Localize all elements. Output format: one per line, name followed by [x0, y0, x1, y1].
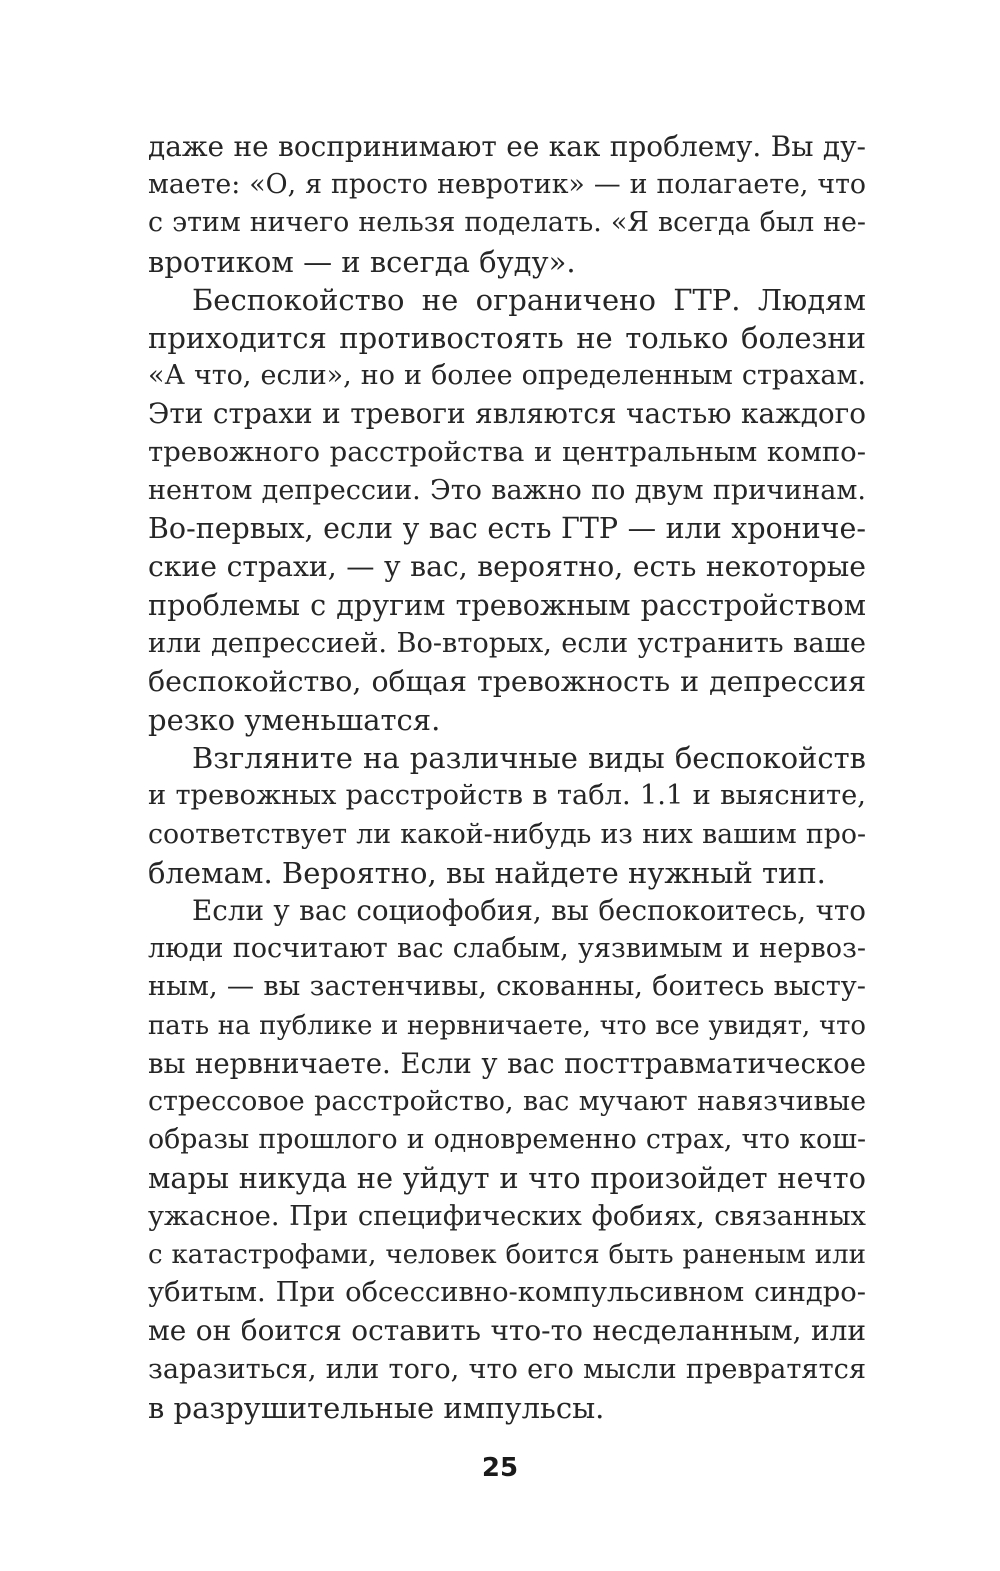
paragraph-4	[148, 892, 866, 1427]
text-line: Во-первых, если у вас есть ГТР — или хрониче-	[148, 512, 866, 546]
text-line: вротиком — и всегда буду».	[148, 244, 576, 279]
text-line: люди посчитают вас слабым, уязвимым и нервоз-	[148, 933, 866, 965]
text-line: приходится противостоять не только болезни	[148, 321, 866, 356]
text-line: ужасное. При специфических фобиях, связанных	[148, 1200, 866, 1232]
body-text	[148, 128, 866, 1427]
text-line: мары никуда не уйдут и что произойдет нечто	[148, 1161, 866, 1196]
text-line: Эти страхи и тревоги являются частью каждого	[148, 397, 866, 431]
text-line: нентом депрессии. Это важно по двум причинам.	[148, 474, 866, 506]
paragraph-3	[148, 739, 866, 892]
text-line: даже не воспринимают ее как проблему. Вы ду-	[148, 130, 866, 163]
text-line: и тревожных расстройств в табл. 1.1 и выясните,	[148, 780, 866, 812]
text-line: ме он боится оставить что-то несделанным, или	[148, 1314, 866, 1348]
text-line: или депрессией. Во-вторых, если устранить ваше	[148, 627, 866, 659]
text-line: образы прошлого и одновременно страх, что кош-	[148, 1124, 866, 1156]
text-line: «А что, если», но и более определенным страхам.	[148, 360, 866, 392]
text-line: ские страхи, — у вас, вероятно, есть некоторые	[148, 550, 866, 584]
page-number: 25	[481, 1453, 519, 1483]
text-line: соответствует ли какой-нибудь из них вашим про-	[148, 818, 866, 850]
text-line: беспокойство, общая тревожность и депрессия	[148, 664, 866, 698]
text-line: пать на публике и нервничаете, что все увидят, что	[148, 1010, 866, 1041]
text-line: резко уменьшатся.	[148, 703, 441, 738]
text-line: с катастрофами, человек боится быть раненым или	[148, 1239, 866, 1270]
text-line: стрессовое расстройство, вас мучают навязчивые	[148, 1086, 866, 1118]
paragraph-2	[148, 281, 866, 739]
text-line: Беспокойство не ограничено ГТР. Людям	[192, 282, 866, 317]
text-line: ным, — вы застенчивы, скованны, боитесь высту-	[148, 971, 866, 1003]
text-line: блемам. Вероятно, вы найдете нужный тип.	[148, 855, 826, 890]
text-line: тревожного расстройства и центральным компо-	[148, 436, 866, 468]
text-line: с этим ничего нельзя поделать. «Я всегда был не-	[148, 207, 866, 239]
text-line: маете: «О, я просто невротик» — и полагаете, что	[148, 169, 866, 201]
text-line: заразиться, или того, что его мысли превратятся	[148, 1353, 866, 1385]
text-line: вы нервничаете. Если у вас посттравматическое	[148, 1047, 866, 1080]
text-line: Если у вас социофобия, вы беспокоитесь, что	[192, 894, 866, 928]
text-line: Взгляните на различные виды беспокойств	[192, 741, 866, 776]
text-line: проблемы с другим тревожным расстройством	[148, 588, 866, 623]
text-line: в разрушительные импульсы.	[148, 1390, 605, 1425]
text-line: убитым. При обсессивно-компульсивном синдро-	[148, 1277, 866, 1309]
paragraph-1	[148, 128, 866, 281]
